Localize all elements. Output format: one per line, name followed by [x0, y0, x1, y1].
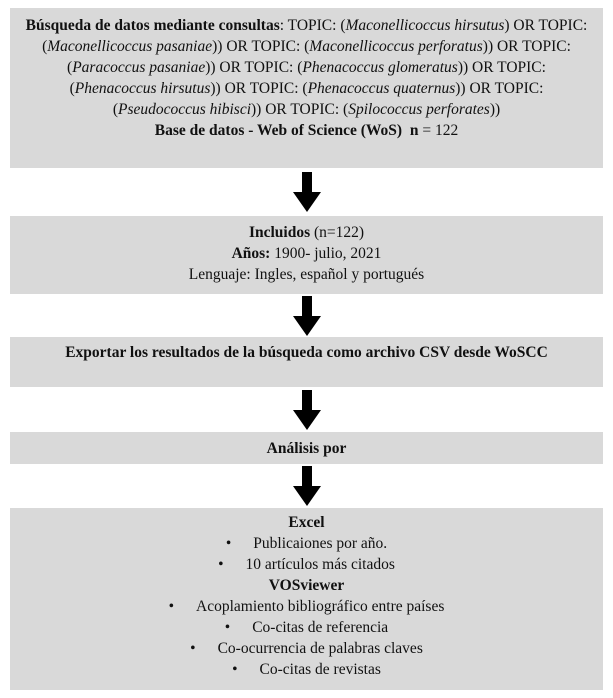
tools-box	[10, 508, 603, 690]
n-value: = 122	[422, 122, 459, 139]
query-label: Búsqueda de datos mediante consultas	[25, 17, 280, 34]
analysis-text: Análisis por	[266, 440, 347, 457]
years-line: Años: 1900- julio, 2021	[231, 245, 382, 262]
vosviewer-title: VOSviewer	[268, 577, 345, 594]
query-text: Búsqueda de datos mediante consultas: TOPIC: (Maconellicoccus hirsutus) OR TOPIC: (Maconellicoccus pasaniae)) OR TOPIC: (Maconellicoccus perforatus)) OR TOPIC: (Paracoccus pasaniae)) OR TOPIC: (Phenacoccus glomeratus)) OR TOPIC: (Phenacoccus hirsutus)) OR TOPIC: (Phenacoccus quaternus)) OR TOPIC: (Pseudococcus hibisci)) OR TOPIC: (Spilococcus perforates))	[25, 17, 588, 118]
search-query-box	[10, 8, 603, 168]
down-arrow-icon	[293, 172, 321, 212]
excel-title: Excel	[288, 514, 325, 531]
included-line: Incluidos (n=122)	[248, 224, 365, 241]
query-term: Pseudococcus hibisci	[118, 101, 252, 118]
language-line: Lenguaje: Ingles, español y portugués	[188, 266, 425, 283]
list-item: • Publicaiones por año.	[20, 533, 593, 554]
n-label: n	[409, 122, 419, 139]
query-term: Phenacoccus hirsutus	[74, 80, 211, 97]
query-term: Maconellicoccus perforatus	[309, 38, 483, 55]
list-item: • Co-ocurrencia de palabras claves	[20, 638, 593, 659]
list-item: • Acoplamiento bibliográfico entre países	[20, 596, 593, 617]
database-label: Base de datos - Web of Science (WoS)	[154, 122, 403, 139]
list-item: • 10 artículos más citados	[20, 554, 593, 575]
down-arrow-icon	[293, 390, 321, 430]
down-arrow-icon	[293, 466, 321, 506]
query-term: Spilococcus perforates	[348, 101, 490, 118]
down-arrow-icon	[293, 296, 321, 336]
query-term: Paracoccus pasaniae	[72, 59, 206, 76]
export-text: Exportar los resultados de la búsqueda como archivo CSV desde WoSCC	[65, 344, 548, 361]
query-term: Phenacoccus glomeratus	[302, 59, 458, 76]
export-box	[10, 337, 603, 387]
analysis-box	[10, 432, 603, 464]
list-item: • Co-citas de referencia	[20, 617, 593, 638]
inclusion-box	[10, 216, 603, 294]
query-term: Maconellicoccus pasaniae	[47, 38, 213, 55]
query-term: Maconellicoccus hirsutus	[345, 17, 505, 34]
query-term: Phenacoccus quaternus	[307, 80, 456, 97]
list-item: • Co-citas de revistas	[20, 659, 593, 680]
database-line	[24, 120, 589, 141]
